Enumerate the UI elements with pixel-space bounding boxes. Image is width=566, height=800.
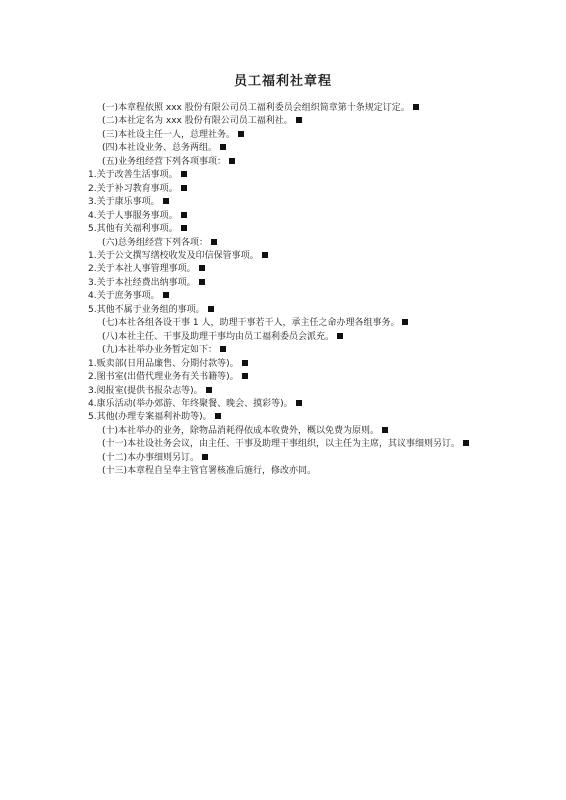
paragraph-text: (十)本社举办的业务，除物品消耗得依成本收费外，概以免费为原则。 xyxy=(102,425,380,436)
square-mark-icon xyxy=(296,400,302,406)
paragraph-line xyxy=(88,452,480,465)
paragraph-line xyxy=(88,156,480,169)
paragraph-text: 2.关于补习教育事项。 xyxy=(88,183,178,194)
paragraph-text: 3.关于本社经费出纳事项。 xyxy=(88,277,196,288)
paragraph-line xyxy=(88,385,480,398)
paragraph-line xyxy=(88,344,480,357)
square-mark-icon xyxy=(211,239,217,245)
square-mark-icon xyxy=(337,333,343,339)
paragraph-text: (八)本社主任、干事及助理干事均由员工福利委员会派充。 xyxy=(102,331,335,342)
square-mark-icon xyxy=(206,387,212,393)
paragraph-line xyxy=(88,331,480,344)
paragraph-text: (五)业务组经营下列各项事项： xyxy=(102,156,227,167)
square-mark-icon xyxy=(163,292,169,298)
paragraph-line xyxy=(88,371,480,384)
paragraph-line xyxy=(88,102,480,115)
square-mark-icon xyxy=(163,198,169,204)
paragraph-line xyxy=(88,196,480,209)
paragraph-line xyxy=(88,223,480,236)
square-mark-icon xyxy=(199,265,205,271)
paragraph-line xyxy=(88,183,480,196)
paragraph-text: 1.关于公文撰写缮校收发及印信保管事项。 xyxy=(88,250,259,261)
paragraph-line xyxy=(88,277,480,290)
paragraph-line xyxy=(88,250,480,263)
paragraph-text: 1.关于改善生活事项。 xyxy=(88,170,178,181)
paragraph-line xyxy=(88,210,480,223)
paragraph-text: (二)本社定名为 xxx 股份有限公司员工福利社。 xyxy=(102,116,293,127)
paragraph-text: 5.其他不属于业务组的事项。 xyxy=(88,304,205,315)
paragraph-text: (十二)本办事细则另订。 xyxy=(102,452,200,463)
paragraph-text: 4.康乐活动(举办郊游、年终聚餐、晚会、摸彩等)。 xyxy=(88,398,293,409)
paragraph-text: 1.贩卖部(日用品廉售、分期付款等)。 xyxy=(88,358,239,369)
paragraph-line xyxy=(88,263,480,276)
paragraph-line xyxy=(88,438,480,451)
paragraph-text: (七)本社各组各设干事 1 人，助理干事若干人，承主任之命办理各组事务。 xyxy=(102,318,400,329)
square-mark-icon xyxy=(238,131,244,137)
square-mark-icon xyxy=(382,427,388,433)
paragraph-text: 3.阅报室(提供书报杂志等)。 xyxy=(88,385,203,396)
paragraph-line xyxy=(88,237,480,250)
square-mark-icon xyxy=(229,158,235,164)
paragraph-line xyxy=(88,129,480,142)
square-mark-icon xyxy=(296,117,302,123)
square-mark-icon xyxy=(220,346,226,352)
paragraph-line xyxy=(88,465,480,478)
square-mark-icon xyxy=(220,144,226,150)
square-mark-icon xyxy=(463,440,469,446)
square-mark-icon xyxy=(413,104,419,110)
paragraph-text: 4.关于庶务事项。 xyxy=(88,291,160,302)
document-body xyxy=(88,102,480,479)
square-mark-icon xyxy=(242,373,248,379)
paragraph-line xyxy=(88,169,480,182)
paragraph-line xyxy=(88,304,480,317)
square-mark-icon xyxy=(242,360,248,366)
square-mark-icon xyxy=(181,225,187,231)
square-mark-icon xyxy=(262,252,268,258)
paragraph-line xyxy=(88,115,480,128)
document-title: 员工福利社章程 xyxy=(233,74,332,89)
square-mark-icon xyxy=(202,454,208,460)
paragraph-line xyxy=(88,398,480,411)
paragraph-line xyxy=(88,358,480,371)
paragraph-text: (九)本社举办业务暂定如下： xyxy=(102,345,218,356)
paragraph-text: (三)本社设主任一人，总理社务。 xyxy=(102,129,236,140)
square-mark-icon xyxy=(208,306,214,312)
paragraph-text: 3.关于康乐事项。 xyxy=(88,197,160,208)
square-mark-icon xyxy=(215,413,221,419)
square-mark-icon xyxy=(181,212,187,218)
paragraph-line xyxy=(88,425,480,438)
square-mark-icon xyxy=(199,279,205,285)
paragraph-text: (六)总务组经营下列各项： xyxy=(102,237,209,248)
paragraph-text: 5.其他(办理专案福利补助等)。 xyxy=(88,412,212,423)
paragraph-text: 2.图书室(出借代理业务有关书籍等)。 xyxy=(88,372,239,383)
paragraph-line xyxy=(88,142,480,155)
paragraph-text: (十三)本章程自呈奉主管官署核准后施行，修改亦同。 xyxy=(102,466,317,477)
square-mark-icon xyxy=(402,319,408,325)
paragraph-text: (一)本章程依照 xxx 股份有限公司员工福利委员会组织简章第十条规定订定。 xyxy=(102,103,410,113)
paragraph-text: (十一)本社设社务会议，由主任、干事及助理干事组织，以主任为主席，其议事细则另订。 xyxy=(102,439,461,450)
square-mark-icon xyxy=(181,185,187,191)
paragraph-line xyxy=(88,317,480,330)
paragraph-line xyxy=(88,290,480,303)
square-mark-icon xyxy=(181,171,187,177)
paragraph-text: 2.关于本社人事管理事项。 xyxy=(88,264,196,275)
paragraph-line xyxy=(88,411,480,424)
paragraph-text: (四)本社设业务、总务两组。 xyxy=(102,143,218,154)
paragraph-text: 5.其他有关福利事项。 xyxy=(88,224,178,235)
paragraph-text: 4.关于人事服务事项。 xyxy=(88,210,178,221)
